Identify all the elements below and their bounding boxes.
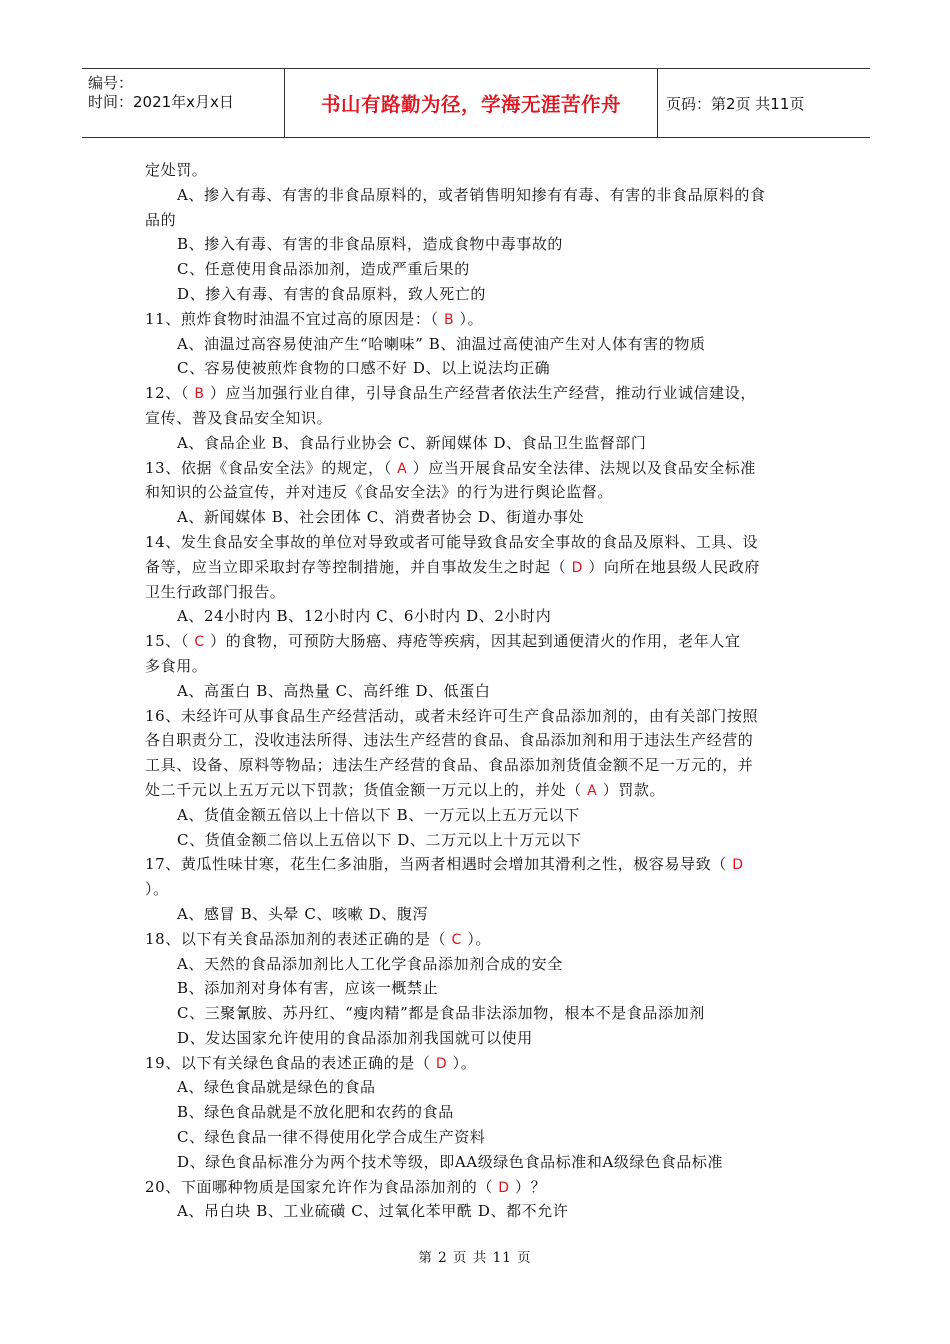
answer-mark: C [451,931,462,948]
question-text: ）的食物，可预防大肠癌、痔疮等疾病，因其起到通便清火的作用，老年人宜 [204,632,741,651]
question-19 [145,1051,815,1076]
answer-mark: C [194,634,205,651]
text-line: 工具、设备、原料等物品；违法生产经营的食品、食品添加剂货值金额不足一万元的，并 [145,756,754,775]
page-footer: 第 2 页 共 11 页 [418,1250,532,1266]
option-line: A、绿色食品就是绿色的食品 [177,1078,376,1097]
option-line: B、添加剂对身体有害，应该一概禁止 [177,979,439,998]
option-line: C、货值金额二倍以上五倍以下 D、二万元以上十万元以下 [177,830,582,849]
question-text: ）。 [447,1053,477,1072]
question-15 [145,629,815,654]
question-text: 18、以下有关食品添加剂的表述正确的是（ [145,929,452,948]
answer-mark: D [732,857,744,874]
question-text: 13、依据《食品安全法》的规定，（ [145,458,398,477]
text-line: 定处罚。 [145,161,208,179]
option-line: A、食品企业 B、食品行业协会 C、新闻媒体 D、食品卫生监督部门 [177,433,647,452]
answer-mark: D [435,1055,448,1072]
question-16: 16、未经许可从事食品生产经营活动，或者未经许可生产食品添加剂的，由有关部门按照 [145,706,759,725]
option-line: B、掺入有毒、有害的非食品原料，造成食物中毒事故的 [177,235,564,254]
answer-mark: D [498,1179,510,1196]
header-page-cell [658,69,870,137]
answer-mark: B [443,311,455,328]
answer-mark: A [397,460,408,477]
option-line: A、高蛋白 B、高热量 C、高纤维 D、低蛋白 [177,681,491,700]
answer-mark: D [571,559,583,576]
option-line: A、24小时内 B、12小时内 C、6小时内 D、2小时内 [177,607,552,626]
option-line: D、绿色食品标准分为两个技术等级，即AA级绿色食品标准和A级绿色食品标准 [177,1152,724,1171]
question-text: 15、（ [145,632,195,651]
text-line: 宣传、普及食品安全知识。 [145,408,333,427]
page-header [82,68,870,138]
document-date-label: 时间：2021年x月x日 [88,93,234,111]
option-line: A、新闻媒体 B、社会团体 C、消费者协会 D、街道办事处 [177,508,585,527]
question-12 [145,381,815,406]
text-line [145,555,815,580]
text-line: ）。 [145,880,169,899]
text-line: 各自职责分工，没收违法所得、违法生产经营的食品、食品添加剂和用于违法生产经营的 [145,731,754,750]
question-14: 14、发生食品安全事故的单位对导致或者可能导致食品安全事故的食品及原料、工具、设 [145,532,759,551]
question-text: ）？ [509,1177,547,1196]
option-line: A、油温过高容易使油产生“哈喇味” B、油温过高使油产生对人体有害的物质 [177,334,706,353]
text-line: 品的 [145,210,177,229]
text-line: 和知识的公益宣传，并对违反《食品安全法》的行为进行舆论监督。 [145,483,614,502]
option-line: C、三聚氰胺、苏丹红、“瘦肉精”都是食品非法添加物，根本不是食品添加剂 [177,1004,705,1023]
question-13 [145,456,815,481]
option-line: A、掺入有毒、有害的非食品原料的，或者销售明知掺有有毒、有害的非食品原料的食 [177,185,766,204]
header-motto-cell [284,69,658,137]
question-text: 11、煎炸食物时油温不宜过高的原因是：（ [145,309,444,328]
option-line: A、货值金额五倍以上十倍以下 B、一万元以上五万元以下 [177,805,580,824]
option-line: A、吊白块 B、工业硫磺 C、过氧化苯甲酰 D、都不允许 [177,1202,569,1221]
question-text: 12、（ [145,384,195,403]
text-line: 多食用。 [145,656,208,675]
option-line: D、发达国家允许使用的食品添加剂我国就可以使用 [177,1028,533,1047]
header-motto: 书山有路勤为径，学海无涯苦作舟 [320,93,621,116]
option-line: A、天然的食品添加剂比人工化学食品添加剂合成的安全 [177,954,563,973]
question-text: 19、以下有关绿色食品的表述正确的是（ [145,1053,436,1072]
question-text: 备等，应当立即采取封存等控制措施，并自事故发生之时起（ [145,557,572,576]
question-text: ）应当开展食品安全法律、法规以及食品安全标准 [407,458,756,477]
question-text: ）。 [461,929,491,948]
option-line: C、容易使被煎炸食物的口感不好 D、以上说法均正确 [177,359,551,378]
answer-mark: B [194,386,205,403]
option-line: B、绿色食品就是不放化肥和农药的食品 [177,1103,454,1122]
header-left-cell [82,69,284,137]
option-line: C、任意使用食品添加剂，造成严重后果的 [177,260,470,279]
header-page-info: 页码：第2页 共11页 [666,94,805,113]
option-line: D、掺入有毒、有害的食品原料，致人死亡的 [177,284,487,303]
answer-mark: A [587,782,598,799]
option-line: A、感冒 B、头晕 C、咳嗽 D、腹泻 [177,904,429,923]
question-text: ）罚款。 [597,780,666,799]
question-text: ）向所在地县级人民政府 [582,557,760,576]
text-line [145,778,815,803]
question-text: ）。 [454,309,484,328]
question-text: 17、黄瓜性味甘寒，花生仁多油脂，当两者相遇时会增加其滑利之性，极容易导致（ [145,855,733,874]
question-text: 20、下面哪种物质是国家允许作为食品添加剂的（ [145,1177,499,1196]
question-17 [145,852,815,877]
document-code-label: 编号： [88,74,134,92]
document-body [145,158,815,1224]
question-18 [145,927,815,952]
question-11 [145,307,815,332]
question-20 [145,1175,815,1200]
question-text: 处二千元以上五万元以下罚款；货值金额一万元以上的，并处（ [145,780,588,799]
text-line: 卫生行政部门报告。 [145,582,286,601]
question-text: ）应当加强行业自律，引导食品生产经营者依法生产经营，推动行业诚信建设， [204,384,756,403]
option-line: C、绿色食品一律不得使用化学合成生产资料 [177,1128,486,1147]
